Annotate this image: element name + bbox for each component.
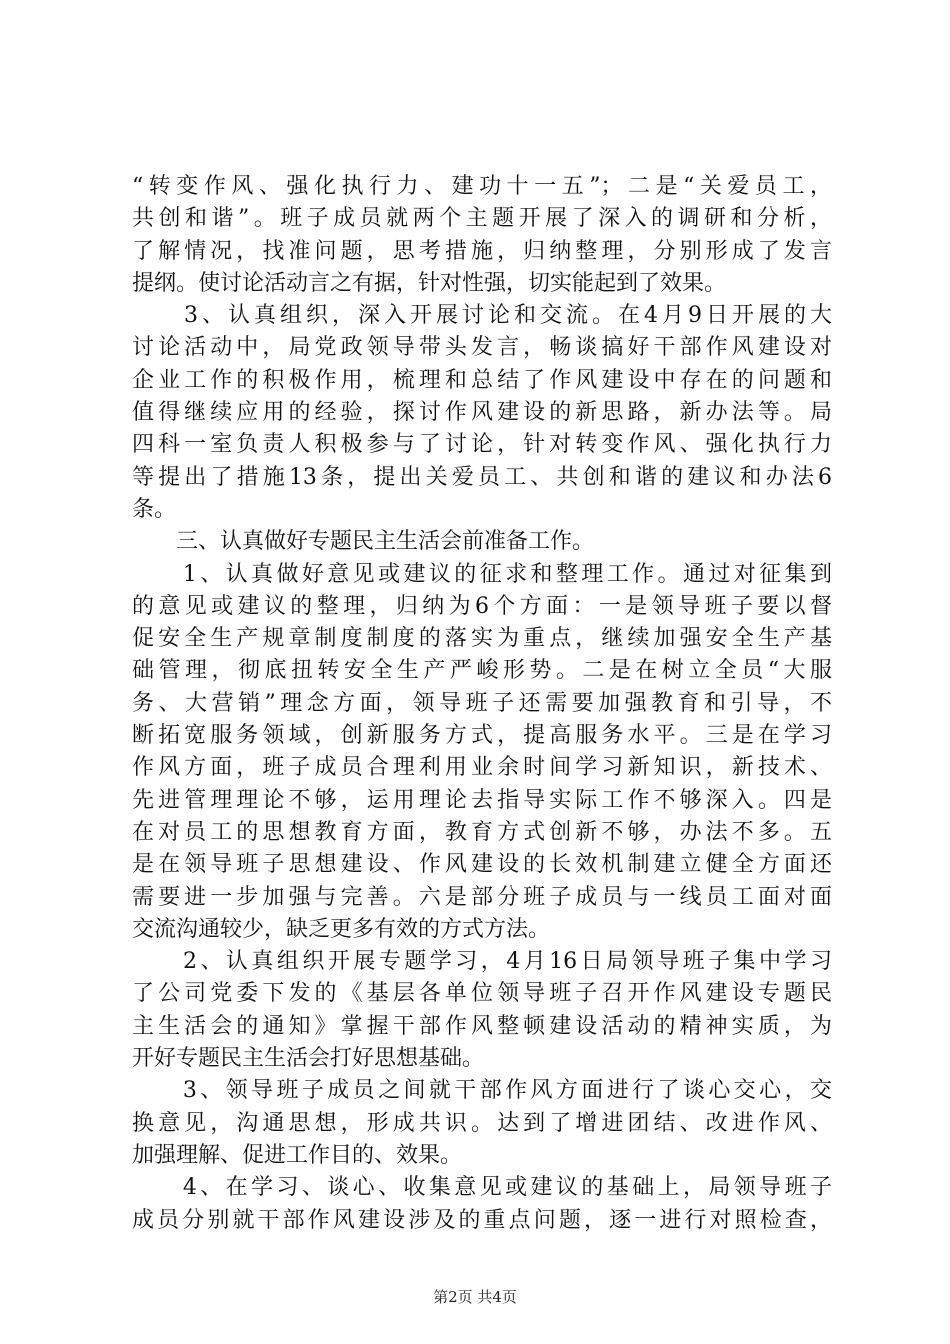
text-line: 2、认真组织开展专题学习，4月16日局领导班子集中学习 [132, 949, 832, 975]
text-line: 主生活会的通知》掌握干部作风整顿建设活动的精神实质，为 [132, 1013, 832, 1039]
text-line: 在对员工的思想教育方面，教育方式创新不够，办法不多。五 [132, 819, 832, 845]
text-line: 先进管理理论不够，运用理论去指导实际工作不够深入。四是 [132, 787, 832, 813]
text-line: 交流沟通较少，缺乏更多有效的方式方法。 [132, 916, 551, 942]
text-line: 作风方面，班子成员合理利用业余时间学习新知识，新技术、 [132, 755, 832, 781]
text-line: “转变作风、强化执行力、建功十一五”；二是“关爱员工， [132, 174, 832, 199]
text-line: 三、认真做好专题民主生活会前准备工作。 [132, 529, 595, 555]
text-line: 是在领导班子思想建设、作风建设的长效机制建立健全方面还 [132, 852, 832, 878]
text-line: 1、认真做好意见或建议的征求和整理工作。通过对征集到 [132, 561, 832, 587]
text-line: 断拓宽服务领域，创新服务方式，提高服务水平。三是在学习 [132, 723, 832, 749]
text-line: 3、领导班子成员之间就干部作风方面进行了谈心交心，交 [132, 1078, 832, 1104]
text-line: 换意见，沟通思想，形成共识。达到了增进团结、改进作风、 [132, 1110, 832, 1136]
text-line: 开好专题民主生活会打好思想基础。 [132, 1046, 485, 1072]
text-line: 成员分别就干部作风建设涉及的重点问题，逐一进行对照检查， [132, 1207, 832, 1233]
text-line: 了公司党委下发的《基层各单位领导班子召开作风建设专题民 [132, 981, 832, 1007]
text-line: 等提出了措施13条，提出关爱员工、共创和谐的建议和办法6 [132, 464, 832, 490]
text-line: 条。 [132, 496, 177, 522]
text-line: 的意见或建议的整理，归纳为6个方面：一是领导班子要以督 [132, 593, 832, 619]
page-footer: 第2页 共4页 [433, 1288, 517, 1306]
text-line: 4、在学习、谈心、收集意见或建议的基础上，局领导班子 [132, 1175, 832, 1201]
text-line: 四科一室负责人积极参与了讨论，针对转变作风、强化执行力 [132, 432, 832, 458]
text-line: 加强理解、促进工作目的、效果。 [132, 1142, 463, 1168]
text-line: 讨论活动中，局党政领导带头发言，畅谈搞好干部作风建设对 [132, 335, 832, 361]
text-line: 了解情况，找准问题，思考措施，归纳整理，分别形成了发言 [132, 238, 832, 264]
text-line: 3、认真组织，深入开展讨论和交流。在4月9日开展的大 [132, 303, 832, 329]
document-body [132, 171, 832, 1237]
text-line: 务、大营销”理念方面，领导班子还需要加强教育和引导，不 [132, 690, 832, 716]
text-line: 企业工作的积极作用，梳理和总结了作风建设中存在的问题和 [132, 367, 832, 393]
text-line: 促安全生产规章制度制度的落实为重点，继续加强安全生产基 [132, 626, 832, 652]
text-line: 值得继续应用的经验，探讨作风建设的新思路，新办法等。局 [132, 400, 832, 426]
text-line: 提纲。使讨论活动言之有据，针对性强，切实能起到了效果。 [132, 270, 727, 296]
text-line: 础管理，彻底扭转安全生产严峻形势。二是在树立全员“大服 [132, 658, 832, 684]
text-line: 需要进一步加强与完善。六是部分班子成员与一线员工面对面 [132, 884, 832, 910]
text-line: 共创和谐”。班子成员就两个主题开展了深入的调研和分析， [132, 206, 832, 232]
